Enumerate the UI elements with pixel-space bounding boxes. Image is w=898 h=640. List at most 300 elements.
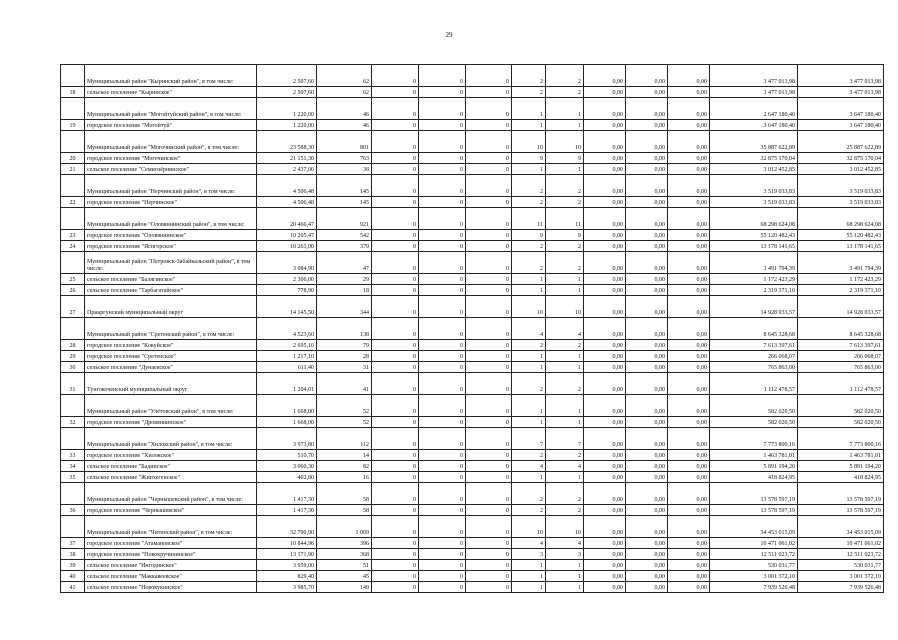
- col-i-cell: 0,00: [626, 395, 668, 417]
- table-row: [61, 351, 884, 362]
- col-h-cell: 0,00: [584, 560, 626, 571]
- row-name-cell: Муниципальный район "Кыринский район", в том числе:: [85, 65, 257, 87]
- row-number-cell: 29: [61, 351, 85, 362]
- area-cell: 10 844,96: [257, 538, 317, 549]
- col-i-cell: 0,00: [626, 175, 668, 197]
- col-e-cell: 0: [466, 538, 512, 549]
- col-j-cell: 0,00: [668, 285, 710, 296]
- col-d-cell: 0: [419, 318, 466, 340]
- col-h-cell: 0,00: [584, 571, 626, 582]
- table-row: [61, 65, 884, 87]
- col-i-cell: 0,00: [626, 549, 668, 560]
- residents-cell: 62: [317, 87, 372, 98]
- area-cell: 10 205,47: [257, 230, 317, 241]
- col-e-cell: 0: [466, 318, 512, 340]
- area-cell: 2 695,10: [257, 340, 317, 351]
- col-c-cell: 0: [372, 560, 419, 571]
- cost-total-cell: 1 172 423,29: [710, 274, 798, 285]
- col-c-cell: 0: [372, 472, 419, 483]
- residents-cell: 1 009: [317, 516, 372, 538]
- col-h-cell: 0,00: [584, 373, 626, 395]
- col-h-cell: 0,00: [584, 351, 626, 362]
- table-row: [61, 428, 884, 450]
- table-row: [61, 175, 884, 197]
- row-number-cell: 35: [61, 472, 85, 483]
- col-h-cell: 0,00: [584, 516, 626, 538]
- cost-sum-cell: 2 319 371,10: [798, 285, 884, 296]
- col-h-cell: 0,00: [584, 230, 626, 241]
- table-row: [61, 373, 884, 395]
- area-cell: 13 171,90: [257, 549, 317, 560]
- table-row: [61, 230, 884, 241]
- cost-total-cell: 5 891 194,20: [710, 461, 798, 472]
- col-f-cell: 1: [512, 285, 546, 296]
- row-number-cell: [61, 428, 85, 450]
- col-j-cell: 0,00: [668, 571, 710, 582]
- col-d-cell: 0: [419, 274, 466, 285]
- col-h-cell: 0,00: [584, 241, 626, 252]
- row-name-cell: городское поселение "Оловяннинское": [85, 230, 257, 241]
- col-d-cell: 0: [419, 505, 466, 516]
- col-i-cell: 0,00: [626, 516, 668, 538]
- table-row: [61, 252, 884, 274]
- cost-sum-cell: 582 020,50: [798, 395, 884, 417]
- col-f-cell: 2: [512, 87, 546, 98]
- cost-total-cell: 3 012 452,85: [710, 164, 798, 175]
- area-cell: 1 204,01: [257, 373, 317, 395]
- col-d-cell: 0: [419, 450, 466, 461]
- col-j-cell: 0,00: [668, 318, 710, 340]
- col-j-cell: 0,00: [668, 483, 710, 505]
- col-d-cell: 0: [419, 230, 466, 241]
- table-row: [61, 538, 884, 549]
- col-i-cell: 0,00: [626, 582, 668, 593]
- cost-sum-cell: 765 863,00: [798, 362, 884, 373]
- col-f-cell: 1: [512, 582, 546, 593]
- cost-total-cell: 582 020,50: [710, 417, 798, 428]
- cost-sum-cell: 5 891 194,20: [798, 461, 884, 472]
- col-e-cell: 0: [466, 472, 512, 483]
- row-name-cell: Муниципальный район "Нерчинский район", в том числе:: [85, 175, 257, 197]
- cost-total-cell: 3 491 794,39: [710, 252, 798, 274]
- row-name-cell: сельское поселение "Семиозёрнинское": [85, 164, 257, 175]
- cost-sum-cell: 3 477 013,98: [798, 65, 884, 87]
- table-row: [61, 208, 884, 230]
- col-e-cell: 0: [466, 483, 512, 505]
- col-i-cell: 0,00: [626, 373, 668, 395]
- col-c-cell: 0: [372, 538, 419, 549]
- row-name-cell: городское поселение "Могочинское": [85, 153, 257, 164]
- cost-total-cell: 418 824,95: [710, 472, 798, 483]
- col-d-cell: 0: [419, 395, 466, 417]
- row-name-cell: Тунгокоченский муниципальный округ: [85, 373, 257, 395]
- cost-total-cell: 14 928 033,57: [710, 296, 798, 318]
- col-d-cell: 0: [419, 461, 466, 472]
- cost-total-cell: 7 613 397,61: [710, 340, 798, 351]
- cost-sum-cell: 3 647 180,40: [798, 120, 884, 131]
- residents-cell: 368: [317, 549, 372, 560]
- col-i-cell: 0,00: [626, 428, 668, 450]
- col-f-cell: 10: [512, 131, 546, 153]
- cost-total-cell: 1 463 781,01: [710, 450, 798, 461]
- col-c-cell: 0: [372, 197, 419, 208]
- area-cell: 1 668,00: [257, 417, 317, 428]
- col-f-cell: 9: [512, 230, 546, 241]
- row-number-cell: 18: [61, 87, 85, 98]
- residents-cell: 51: [317, 560, 372, 571]
- col-e-cell: 0: [466, 175, 512, 197]
- col-f-cell: 10: [512, 516, 546, 538]
- col-i-cell: 0,00: [626, 362, 668, 373]
- col-h-cell: 0,00: [584, 340, 626, 351]
- row-number-cell: [61, 208, 85, 230]
- col-g-cell: 2: [546, 197, 584, 208]
- col-j-cell: 0,00: [668, 274, 710, 285]
- table-row: [61, 549, 884, 560]
- col-c-cell: 0: [372, 153, 419, 164]
- residents-cell: 921: [317, 208, 372, 230]
- col-f-cell: 2: [512, 197, 546, 208]
- table-body: [61, 65, 884, 593]
- cost-sum-cell: 582 020,50: [798, 417, 884, 428]
- col-i-cell: 0,00: [626, 318, 668, 340]
- col-f-cell: 1: [512, 362, 546, 373]
- col-d-cell: 0: [419, 197, 466, 208]
- area-cell: 1 217,10: [257, 351, 317, 362]
- col-e-cell: 0: [466, 252, 512, 274]
- cost-total-cell: 10 471 061,02: [710, 538, 798, 549]
- col-f-cell: 1: [512, 351, 546, 362]
- col-i-cell: 0,00: [626, 197, 668, 208]
- col-i-cell: 0,00: [626, 241, 668, 252]
- col-f-cell: 4: [512, 538, 546, 549]
- cost-sum-cell: 3 477 013,98: [798, 87, 884, 98]
- col-g-cell: 4: [546, 318, 584, 340]
- col-c-cell: 0: [372, 395, 419, 417]
- col-j-cell: 0,00: [668, 296, 710, 318]
- row-number-cell: 34: [61, 461, 85, 472]
- col-c-cell: 0: [372, 241, 419, 252]
- cost-sum-cell: 7 613 397,61: [798, 340, 884, 351]
- col-j-cell: 0,00: [668, 87, 710, 98]
- col-d-cell: 0: [419, 164, 466, 175]
- col-i-cell: 0,00: [626, 131, 668, 153]
- cost-total-cell: 266 068,07: [710, 351, 798, 362]
- col-c-cell: 0: [372, 208, 419, 230]
- residents-cell: 145: [317, 197, 372, 208]
- col-i-cell: 0,00: [626, 208, 668, 230]
- area-cell: 611,40: [257, 362, 317, 373]
- row-name-cell: городское поселение "Сретенское": [85, 351, 257, 362]
- row-name-cell: Муниципальный район "Чернышевский район", в том числе:: [85, 483, 257, 505]
- area-cell: 4 523,60: [257, 318, 317, 340]
- residents-cell: 763: [317, 153, 372, 164]
- col-g-cell: 3: [546, 549, 584, 560]
- area-cell: 2 306,00: [257, 274, 317, 285]
- residents-cell: 58: [317, 505, 372, 516]
- col-c-cell: 0: [372, 285, 419, 296]
- table-row: [61, 274, 884, 285]
- col-j-cell: 0,00: [668, 98, 710, 120]
- row-number-cell: 37: [61, 538, 85, 549]
- col-j-cell: 0,00: [668, 208, 710, 230]
- table-row: [61, 362, 884, 373]
- col-g-cell: 1: [546, 351, 584, 362]
- row-number-cell: 27: [61, 296, 85, 318]
- col-i-cell: 0,00: [626, 351, 668, 362]
- col-i-cell: 0,00: [626, 450, 668, 461]
- col-d-cell: 0: [419, 549, 466, 560]
- col-i-cell: 0,00: [626, 505, 668, 516]
- cost-total-cell: 13 578 597,19: [710, 505, 798, 516]
- col-c-cell: 0: [372, 571, 419, 582]
- col-f-cell: 7: [512, 428, 546, 450]
- col-c-cell: 0: [372, 505, 419, 516]
- table-row: [61, 241, 884, 252]
- col-g-cell: 2: [546, 65, 584, 87]
- col-h-cell: 0,00: [584, 208, 626, 230]
- col-i-cell: 0,00: [626, 296, 668, 318]
- cost-sum-cell: 55 120 482,43: [798, 230, 884, 241]
- residents-cell: 38: [317, 164, 372, 175]
- row-name-cell: городское поселение "Кокуйское": [85, 340, 257, 351]
- col-f-cell: 2: [512, 373, 546, 395]
- row-name-cell: Муниципальный район "Петровск-Забайкальский район", в том числе:: [85, 252, 257, 274]
- area-cell: 829,40: [257, 571, 317, 582]
- col-j-cell: 0,00: [668, 549, 710, 560]
- cost-total-cell: 582 020,50: [710, 395, 798, 417]
- col-g-cell: 1: [546, 571, 584, 582]
- col-j-cell: 0,00: [668, 197, 710, 208]
- col-c-cell: 0: [372, 461, 419, 472]
- row-number-cell: 36: [61, 505, 85, 516]
- col-c-cell: 0: [372, 65, 419, 87]
- row-name-cell: сельское поселение "Маккавеевское": [85, 571, 257, 582]
- col-c-cell: 0: [372, 131, 419, 153]
- col-h-cell: 0,00: [584, 296, 626, 318]
- row-name-cell: сельское поселение "Бадинское": [85, 461, 257, 472]
- row-name-cell: Муниципальный район "Оловяннинский район", в том числе:: [85, 208, 257, 230]
- col-j-cell: 0,00: [668, 417, 710, 428]
- col-g-cell: 1: [546, 417, 584, 428]
- col-g-cell: 9: [546, 153, 584, 164]
- row-name-cell: сельское поселение "Балягинское": [85, 274, 257, 285]
- row-number-cell: 30: [61, 362, 85, 373]
- page-number: 29: [445, 31, 453, 39]
- col-j-cell: 0,00: [668, 472, 710, 483]
- residents-cell: 52: [317, 395, 372, 417]
- col-c-cell: 0: [372, 175, 419, 197]
- col-h-cell: 0,00: [584, 450, 626, 461]
- residents-cell: 138: [317, 318, 372, 340]
- col-h-cell: 0,00: [584, 505, 626, 516]
- col-e-cell: 0: [466, 164, 512, 175]
- cost-total-cell: 765 863,00: [710, 362, 798, 373]
- col-i-cell: 0,00: [626, 285, 668, 296]
- table-row: [61, 516, 884, 538]
- col-c-cell: 0: [372, 362, 419, 373]
- col-h-cell: 0,00: [584, 461, 626, 472]
- col-g-cell: 4: [546, 461, 584, 472]
- col-i-cell: 0,00: [626, 87, 668, 98]
- row-name-cell: городское поселение "Могойтуй": [85, 120, 257, 131]
- col-d-cell: 0: [419, 362, 466, 373]
- col-j-cell: 0,00: [668, 153, 710, 164]
- col-d-cell: 0: [419, 208, 466, 230]
- col-h-cell: 0,00: [584, 274, 626, 285]
- row-number-cell: 24: [61, 241, 85, 252]
- col-f-cell: 1: [512, 274, 546, 285]
- cost-total-cell: 8 645 328,68: [710, 318, 798, 340]
- area-cell: 1 220,00: [257, 98, 317, 120]
- col-g-cell: 1: [546, 362, 584, 373]
- cost-sum-cell: 12 511 023,72: [798, 549, 884, 560]
- col-g-cell: 10: [546, 131, 584, 153]
- cost-total-cell: 55 120 482,43: [710, 230, 798, 241]
- col-d-cell: 0: [419, 285, 466, 296]
- area-cell: 778,90: [257, 285, 317, 296]
- col-f-cell: 1: [512, 395, 546, 417]
- col-i-cell: 0,00: [626, 120, 668, 131]
- col-h-cell: 0,00: [584, 417, 626, 428]
- col-g-cell: 10: [546, 296, 584, 318]
- col-e-cell: 0: [466, 571, 512, 582]
- col-d-cell: 0: [419, 175, 466, 197]
- col-i-cell: 0,00: [626, 153, 668, 164]
- area-cell: 1 668,00: [257, 395, 317, 417]
- col-h-cell: 0,00: [584, 197, 626, 208]
- cost-sum-cell: 3 519 033,83: [798, 197, 884, 208]
- residents-cell: 41: [317, 373, 372, 395]
- col-d-cell: 0: [419, 538, 466, 549]
- row-name-cell: городское поселение "Яснгорское": [85, 241, 257, 252]
- col-e-cell: 0: [466, 395, 512, 417]
- col-f-cell: 1: [512, 571, 546, 582]
- area-cell: 3 959,00: [257, 560, 317, 571]
- cost-sum-cell: 3 519 033,83: [798, 175, 884, 197]
- col-h-cell: 0,00: [584, 318, 626, 340]
- housing-program-table: [60, 64, 884, 593]
- col-e-cell: 0: [466, 351, 512, 362]
- col-e-cell: 0: [466, 241, 512, 252]
- col-d-cell: 0: [419, 472, 466, 483]
- col-h-cell: 0,00: [584, 362, 626, 373]
- col-e-cell: 0: [466, 87, 512, 98]
- col-j-cell: 0,00: [668, 252, 710, 274]
- cost-total-cell: 12 511 023,72: [710, 549, 798, 560]
- col-h-cell: 0,00: [584, 428, 626, 450]
- cost-total-cell: 68 298 624,08: [710, 208, 798, 230]
- row-number-cell: [61, 318, 85, 340]
- col-h-cell: 0,00: [584, 549, 626, 560]
- table-row: [61, 450, 884, 461]
- col-d-cell: 0: [419, 120, 466, 131]
- cost-total-cell: 35 887 622,89: [710, 131, 798, 153]
- col-e-cell: 0: [466, 505, 512, 516]
- col-d-cell: 0: [419, 516, 466, 538]
- col-f-cell: 1: [512, 417, 546, 428]
- residents-cell: 18: [317, 285, 372, 296]
- col-f-cell: 4: [512, 318, 546, 340]
- col-f-cell: 1: [512, 120, 546, 131]
- col-c-cell: 0: [372, 98, 419, 120]
- col-j-cell: 0,00: [668, 516, 710, 538]
- col-c-cell: 0: [372, 318, 419, 340]
- col-e-cell: 0: [466, 208, 512, 230]
- col-e-cell: 0: [466, 65, 512, 87]
- col-e-cell: 0: [466, 373, 512, 395]
- row-number-cell: 33: [61, 450, 85, 461]
- col-f-cell: 1: [512, 472, 546, 483]
- cost-sum-cell: 68 298 624,08: [798, 208, 884, 230]
- table-row: [61, 318, 884, 340]
- row-number-cell: 22: [61, 197, 85, 208]
- col-f-cell: 4: [512, 461, 546, 472]
- col-d-cell: 0: [419, 373, 466, 395]
- row-name-cell: городское поселение "Дровяниинское": [85, 417, 257, 428]
- table-row: [61, 296, 884, 318]
- col-d-cell: 0: [419, 65, 466, 87]
- area-cell: 3 973,80: [257, 428, 317, 450]
- residents-cell: 47: [317, 252, 372, 274]
- col-j-cell: 0,00: [668, 164, 710, 175]
- col-f-cell: 11: [512, 208, 546, 230]
- col-e-cell: 0: [466, 98, 512, 120]
- area-cell: 1 417,30: [257, 483, 317, 505]
- col-e-cell: 0: [466, 131, 512, 153]
- residents-cell: 16: [317, 472, 372, 483]
- table-row: [61, 560, 884, 571]
- row-number-cell: [61, 395, 85, 417]
- col-g-cell: 1: [546, 472, 584, 483]
- col-j-cell: 0,00: [668, 450, 710, 461]
- row-name-cell: Муниципальный район "Могойтуйский район", в том числе:: [85, 98, 257, 120]
- row-name-cell: сельское поселение "Новокукинское": [85, 582, 257, 593]
- cost-total-cell: 1 112 478,57: [710, 373, 798, 395]
- col-g-cell: 2: [546, 340, 584, 351]
- col-g-cell: 2: [546, 483, 584, 505]
- col-d-cell: 0: [419, 560, 466, 571]
- row-number-cell: [61, 131, 85, 153]
- table-row: [61, 472, 884, 483]
- table-row: [61, 461, 884, 472]
- col-g-cell: 2: [546, 505, 584, 516]
- cost-total-cell: 32 875 170,04: [710, 153, 798, 164]
- col-c-cell: 0: [372, 549, 419, 560]
- table-row: [61, 417, 884, 428]
- col-i-cell: 0,00: [626, 538, 668, 549]
- col-e-cell: 0: [466, 582, 512, 593]
- col-g-cell: 1: [546, 560, 584, 571]
- col-j-cell: 0,00: [668, 241, 710, 252]
- row-number-cell: [61, 252, 85, 274]
- cost-sum-cell: 1 112 478,57: [798, 373, 884, 395]
- cost-sum-cell: 3 491 794,39: [798, 252, 884, 274]
- residents-cell: 82: [317, 461, 372, 472]
- col-j-cell: 0,00: [668, 65, 710, 87]
- row-number-cell: 26: [61, 285, 85, 296]
- residents-cell: 396: [317, 538, 372, 549]
- area-cell: 4 506,48: [257, 175, 317, 197]
- col-g-cell: 4: [546, 538, 584, 549]
- area-cell: 510,70: [257, 450, 317, 461]
- residents-cell: 28: [317, 351, 372, 362]
- col-j-cell: 0,00: [668, 395, 710, 417]
- col-e-cell: 0: [466, 461, 512, 472]
- residents-cell: 801: [317, 131, 372, 153]
- cost-sum-cell: 530 031,77: [798, 560, 884, 571]
- table-row: [61, 571, 884, 582]
